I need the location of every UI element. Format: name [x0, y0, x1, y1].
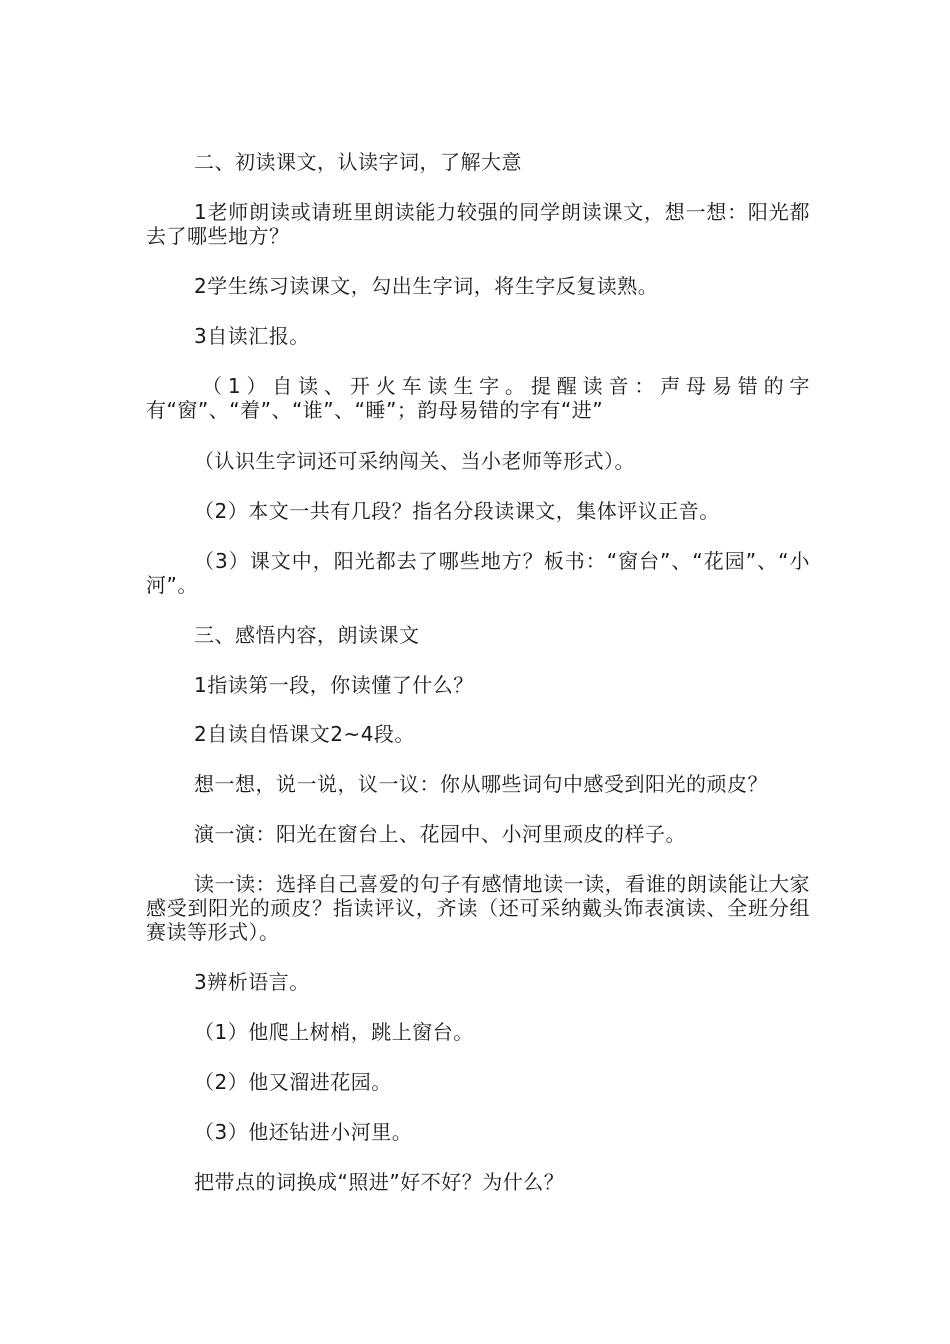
- paragraph-step-1: 1老师朗读或请班里朗读能力较强的同学朗读课文，想一想：阳光都去了哪些地方？: [146, 200, 810, 248]
- section-heading-first-reading: 二、初读课文，认读字词，了解大意: [194, 150, 522, 174]
- paragraph-example-1: （1）他爬上树梢，跳上窗台。: [194, 1020, 474, 1044]
- paragraph-item-1: （1）自读、开火车读生字。提醒读音：声母易错的字有“窗”、“着”、“谁”、“睡”；韵母易错的字有“进”: [146, 374, 810, 422]
- paragraph-item-3: （3）课文中，阳光都去了哪些地方？板书：“窗台”、“花园”、“小河”。: [146, 549, 810, 597]
- paragraph-note: （认识生字词还可采纳闯关、当小老师等形式）。: [194, 449, 635, 473]
- paragraph-act: 演一演：阳光在窗台上、花园中、小河里顽皮的样子。: [194, 822, 686, 846]
- paragraph-item-2: （2）本文一共有几段？指名分段读课文，集体评议正音。: [194, 499, 720, 523]
- paragraph-think: 想一想，说一说，议一议：你从哪些词句中感受到阳光的顽皮？: [194, 772, 768, 796]
- paragraph-example-3: （3）他还钻进小河里。: [194, 1120, 413, 1144]
- paragraph-example-2: （2）他又溜进花园。: [194, 1070, 392, 1094]
- paragraph-step-1b: 1指读第一段，你读懂了什么？: [194, 673, 474, 697]
- paragraph-read: 读一读：选择自己喜爱的句子有感情地读一读，看谁的朗读能让大家感受到阳光的顽皮？指读评议，齐读（还可采纳戴头饰表演读、全班分组赛读等形式）。: [146, 872, 810, 944]
- section-heading-comprehension: 三、感悟内容，朗读课文: [194, 623, 420, 647]
- paragraph-question: 把带点的词换成“照进”好不好？为什么？: [194, 1170, 565, 1194]
- paragraph-step-2: 2学生练习读课文，勾出生字词，将生字反复读熟。: [194, 274, 659, 298]
- paragraph-step-2b: 2自读自悟课文2~4段。: [194, 722, 415, 746]
- paragraph-step-3: 3自读汇报。: [194, 324, 310, 348]
- paragraph-step-3b: 3辨析语言。: [194, 970, 310, 994]
